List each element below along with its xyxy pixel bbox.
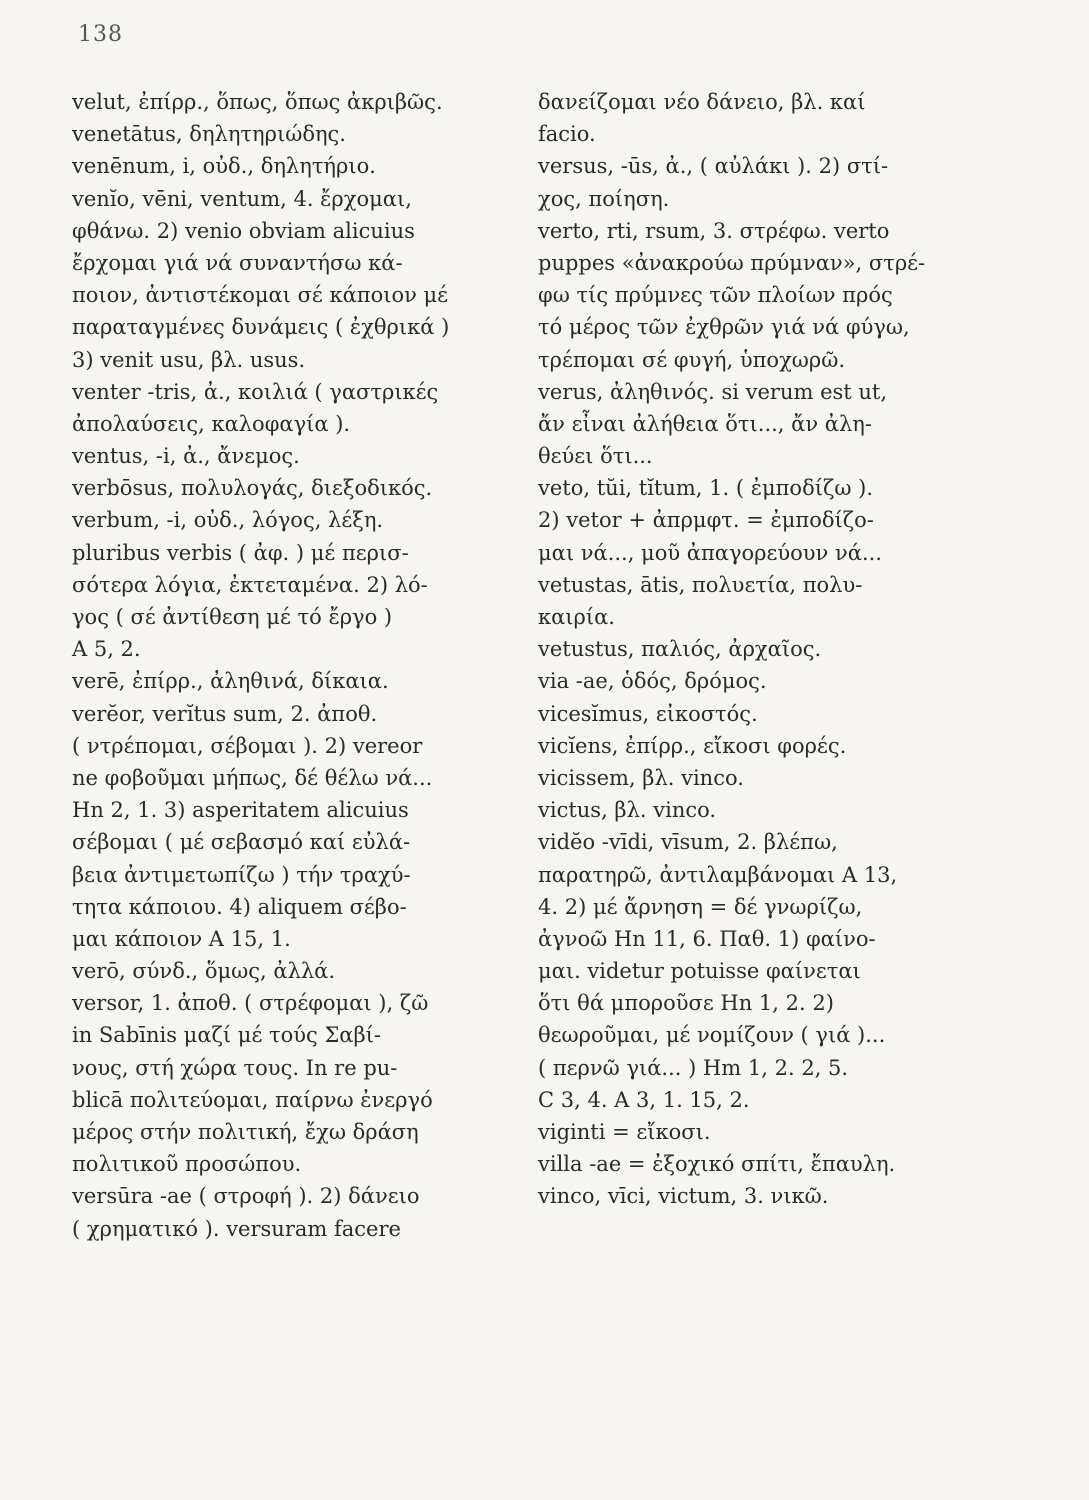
dictionary-line: μέρος στήν πολιτική, ἔχω δράση: [72, 1120, 419, 1144]
dictionary-line: victus, βλ. vinco.: [538, 798, 717, 823]
dictionary-line: venter -tris, ἀ., κοιλιά ( γαστρικές: [72, 379, 439, 404]
dictionary-line: φω τίς πρύμνες τῶν πλοίων πρός: [538, 283, 893, 308]
dictionary-line: πολιτικοῦ προσώπου.: [72, 1152, 302, 1177]
dictionary-line: vicissem, βλ. vinco.: [538, 765, 744, 790]
dictionary-line: vicesĭmus, εἰκοστός.: [538, 701, 758, 726]
dictionary-line: 3) venit usu, βλ. usus.: [72, 347, 306, 372]
dictionary-line: vicĭens, ἐπίρρ., εἴκοσι φορές.: [538, 733, 847, 758]
dictionary-line: βεια ἀντιμετωπίζω ) τήν τραχύ-: [72, 862, 411, 887]
page-number: 138: [78, 22, 123, 47]
dictionary-line: σότερα λόγια, ἐκτεταμένα. 2) λό-: [72, 572, 428, 597]
dictionary-line: A 5, 2.: [72, 637, 141, 662]
dictionary-line: venĭo, vēni, ventum, 4. ἔρχομαι,: [72, 186, 412, 211]
dictionary-line: ποιον, ἀντιστέκομαι σέ κάποιον μέ: [72, 283, 449, 308]
dictionary-line: vinco, vīci, victum, 3. νικῶ.: [538, 1184, 829, 1209]
dictionary-line: viginti = εἴκοσι.: [538, 1120, 711, 1144]
dictionary-line: ( χρηματικό ). versuram facere: [72, 1216, 401, 1241]
dictionary-line: ἀγνοῶ Hn 11, 6. Παθ. 1) φαίνο-: [538, 926, 876, 951]
dictionary-line: ( ντρέπομαι, σέβομαι ). 2) vereor: [72, 733, 423, 758]
dictionary-line: via -ae, ὁδός, δρόμος.: [538, 669, 767, 694]
dictionary-line: τρέπομαι σέ φυγή, ὑποχωρῶ.: [538, 347, 846, 372]
dictionary-line: venēnum, i, οὐδ., δηλητήριο.: [72, 154, 376, 179]
dictionary-line: 4. 2) μέ ἄρνηση = δέ γνωρίζω,: [538, 894, 863, 919]
dictionary-line: νους, στή χώρα τους. In re pu-: [72, 1055, 398, 1080]
dictionary-line: verbōsus, πολυλογάς, διεξοδικός.: [72, 476, 433, 501]
dictionary-line: φθάνω. 2) venio obviam alicuius: [72, 218, 415, 243]
dictionary-line: verto, rti, rsum, 3. στρέφω. verto: [538, 218, 890, 243]
dictionary-line: verē, ἐπίρρ., ἀληθινά, δίκαια.: [72, 669, 389, 694]
dictionary-line: γος ( σέ ἀντίθεση μέ τό ἔργο ): [72, 605, 393, 629]
dictionary-line: velut, ἐπίρρ., ὅπως, ὅπως ἀκριβῶς.: [72, 90, 443, 114]
dictionary-line: venetātus, δηλητηριώδης.: [72, 122, 346, 147]
dictionary-line: vetustus, παλιός, ἀρχαῖος.: [538, 637, 822, 662]
dictionary-line: verbum, -i, οὐδ., λόγος, λέξη.: [72, 508, 384, 533]
dictionary-line: μαι κάποιον A 15, 1.: [72, 926, 291, 951]
dictionary-line: in Sabīnis μαζί μέ τούς Σαβί-: [72, 1023, 381, 1048]
dictionary-line: παραταγμένες δυνάμεις ( ἐχθρικά ): [72, 315, 450, 340]
dictionary-line: ἄν εἶναι ἀλήθεια ὅτι..., ἄν ἀλη-: [538, 411, 872, 436]
dictionary-line: ( περνῶ γιά... ) Hm 1, 2. 2, 5.: [538, 1055, 849, 1080]
dictionary-line: μαι. videtur potuisse φαίνεται: [538, 959, 861, 984]
dictionary-line: versūra -ae ( στροφή ). 2) δάνειο: [72, 1184, 420, 1209]
dictionary-line: C 3, 4. A 3, 1. 15, 2.: [538, 1087, 750, 1112]
dictionary-line: facio.: [538, 122, 596, 147]
dictionary-line: pluribus verbis ( ἀφ. ) μέ περισ-: [72, 540, 409, 565]
dictionary-line: vidĕo -vīdi, vīsum, 2. βλέπω,: [538, 830, 838, 855]
dictionary-line: θεωροῦμαι, μέ νομίζουν ( γιά )...: [538, 1023, 886, 1048]
dictionary-line: ἔρχομαι γιά νά συναντήσω κά-: [72, 250, 403, 275]
dictionary-line: θεύει ὅτι...: [538, 444, 653, 469]
dictionary-line: καιρία.: [538, 605, 615, 629]
dictionary-line: puppes «ἀνακρούω πρύμναν», στρέ-: [538, 250, 926, 275]
dictionary-line: τητα κάποιου. 4) aliquem σέβο-: [72, 894, 407, 919]
right-column: [538, 86, 978, 1213]
dictionary-line: ὅτι θά μποροῦσε Hn 1, 2. 2): [538, 991, 834, 1016]
dictionary-line: veto, tŭi, tĭtum, 1. ( ἐμποδίζω ).: [538, 476, 874, 501]
dictionary-line: ἀπολαύσεις, καλοφαγία ).: [72, 411, 351, 436]
dictionary-line: χος, ποίηση.: [538, 186, 670, 211]
dictionary-line: verō, σύνδ., ὅμως, ἀλλά.: [72, 959, 336, 984]
dictionary-line: verĕor, verĭtus sum, 2. ἀποθ.: [72, 701, 378, 726]
dictionary-line: Hn 2, 1. 3) asperitatem alicuius: [72, 798, 409, 823]
dictionary-line: versor, 1. ἀποθ. ( στρέφομαι ), ζῶ: [72, 991, 429, 1016]
dictionary-line: ne φοβοῦμαι μήπως, δέ θέλω νά...: [72, 765, 433, 790]
dictionary-line: blicā πολιτεύομαι, παίρνω ἐνεργό: [72, 1087, 433, 1112]
dictionary-line: τό μέρος τῶν ἐχθρῶν γιά νά φύγω,: [538, 315, 910, 340]
dictionary-line: 2) vetor + ἀπρμφτ. = ἐμποδίζο-: [538, 508, 874, 533]
dictionary-line: μαι νά..., μοῦ ἀπαγορεύουν νά...: [538, 540, 882, 565]
dictionary-line: παρατηρῶ, ἀντιλαμβάνομαι A 13,: [538, 862, 898, 887]
dictionary-line: vetustas, ātis, πολυετία, πολυ-: [538, 572, 863, 597]
dictionary-line: villa -ae = ἐξοχικό σπίτι, ἔπαυλη.: [538, 1152, 896, 1177]
dictionary-line: versus, -ūs, ἀ., ( αὐλάκι ). 2) στί-: [538, 154, 889, 179]
dictionary-line: ventus, -i, ἀ., ἄνεμος.: [72, 444, 300, 469]
left-column: [72, 86, 512, 1245]
dictionary-line: verus, ἀληθινός. si verum est ut,: [538, 379, 888, 404]
dictionary-line: δανείζομαι νέο δάνειο, βλ. καί: [538, 90, 866, 114]
dictionary-line: σέβομαι ( μέ σεβασμό καί εὐλά-: [72, 830, 411, 855]
